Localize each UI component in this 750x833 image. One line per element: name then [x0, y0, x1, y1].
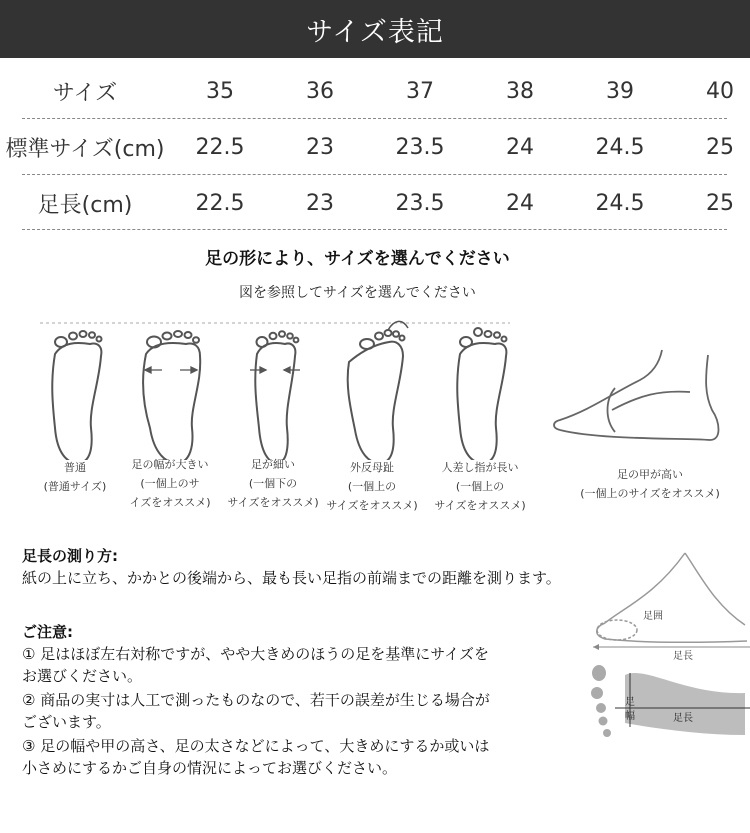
page-header: [0, 0, 750, 58]
normal-foot-icon: [52, 331, 101, 460]
narrow-foot-icon: [255, 331, 298, 460]
row-divider: [22, 174, 727, 175]
table-cell: 24.5: [595, 190, 645, 216]
row-label: 足長(cm): [37, 192, 133, 218]
note-line: 小さめにするかご自身の情況によってお選びください。: [22, 759, 398, 777]
caption-long-toe: 人差し指が長い (一個上の サイズをオススメ): [434, 461, 526, 512]
caption-narrow: 足が細い (一個下の サイズをオススメ): [227, 458, 319, 509]
bunion-foot-icon: [348, 330, 405, 460]
note-line: ございます。: [22, 713, 111, 731]
row-divider: [22, 118, 727, 119]
caption-bunion: 外反母趾 (一個上の サイズをオススメ): [326, 461, 418, 512]
table-row-size: [0, 66, 750, 116]
table-cell: 23: [306, 134, 334, 160]
table-cell: 24.5: [595, 134, 645, 160]
note-line: ② 商品の実寸は人工で測ったものなので、若干の誤差が生じる場合が: [22, 691, 490, 709]
header-title: サイズ表記: [306, 16, 444, 48]
measure-text: 紙の上に立ち、かかとの後端から、最も長い足指の前端までの距離を測ります。: [22, 569, 561, 587]
table-cell: 24: [506, 134, 534, 160]
table-cell: 22.5: [195, 190, 245, 216]
long-toe-foot-icon: [457, 328, 506, 460]
table-cell: 25: [706, 190, 734, 216]
high-instep-foot-icon: [554, 350, 719, 440]
table-cell: 38: [506, 78, 534, 104]
girth-label: 足囲: [643, 611, 663, 622]
table-row-standard: [0, 122, 750, 172]
note-line: ① 足はほぼ左右対称ですが、やや大きめのほうの足を基準にサイズを: [22, 645, 490, 663]
width-label-1: 足: [625, 697, 635, 708]
foot-shapes-illustration: [0, 310, 750, 460]
row-divider: [22, 229, 727, 230]
table-cell: 37: [406, 78, 434, 104]
table-cell: 40: [706, 78, 734, 104]
caption-normal: 普通 (普通サイズ): [43, 461, 107, 493]
length-label: 足長: [673, 651, 693, 662]
table-cell: 23.5: [395, 134, 445, 160]
note-line: ③ 足の幅や甲の高さ、足の太さなどによって、大きめにするか或いは: [22, 737, 490, 755]
table-cell: 23.5: [395, 190, 445, 216]
measure-heading: 足長の測り方:: [22, 547, 118, 565]
wide-foot-icon: [143, 331, 200, 460]
table-cell: 35: [206, 78, 234, 104]
table-cell: 23: [306, 190, 334, 216]
table-cell: 24: [506, 190, 534, 216]
measurement-diagram: [585, 545, 750, 755]
table-cell: 36: [306, 78, 334, 104]
row-label: サイズ: [52, 80, 118, 106]
notes-heading: ご注意:: [22, 623, 73, 641]
guide-title: 足の形により、サイズを選んでください: [205, 249, 510, 269]
width-label-2: 幅: [625, 711, 635, 722]
caption-wide: 足の幅が大きい (一個上のサ イズをオススメ): [129, 458, 211, 509]
note-line: お選びください。: [22, 667, 143, 685]
table-cell: 39: [606, 78, 634, 104]
caption-high-instep: 足の甲が高い (一個上のサイズをオススメ): [580, 468, 720, 500]
table-cell: 25: [706, 134, 734, 160]
guide-subtitle: 図を参照してサイズを選んでください: [239, 285, 476, 301]
table-row-foot-length: [0, 178, 750, 228]
row-label: 標準サイズ(cm): [5, 136, 165, 162]
length-label-2: 足長: [673, 713, 693, 724]
table-cell: 22.5: [195, 134, 245, 160]
